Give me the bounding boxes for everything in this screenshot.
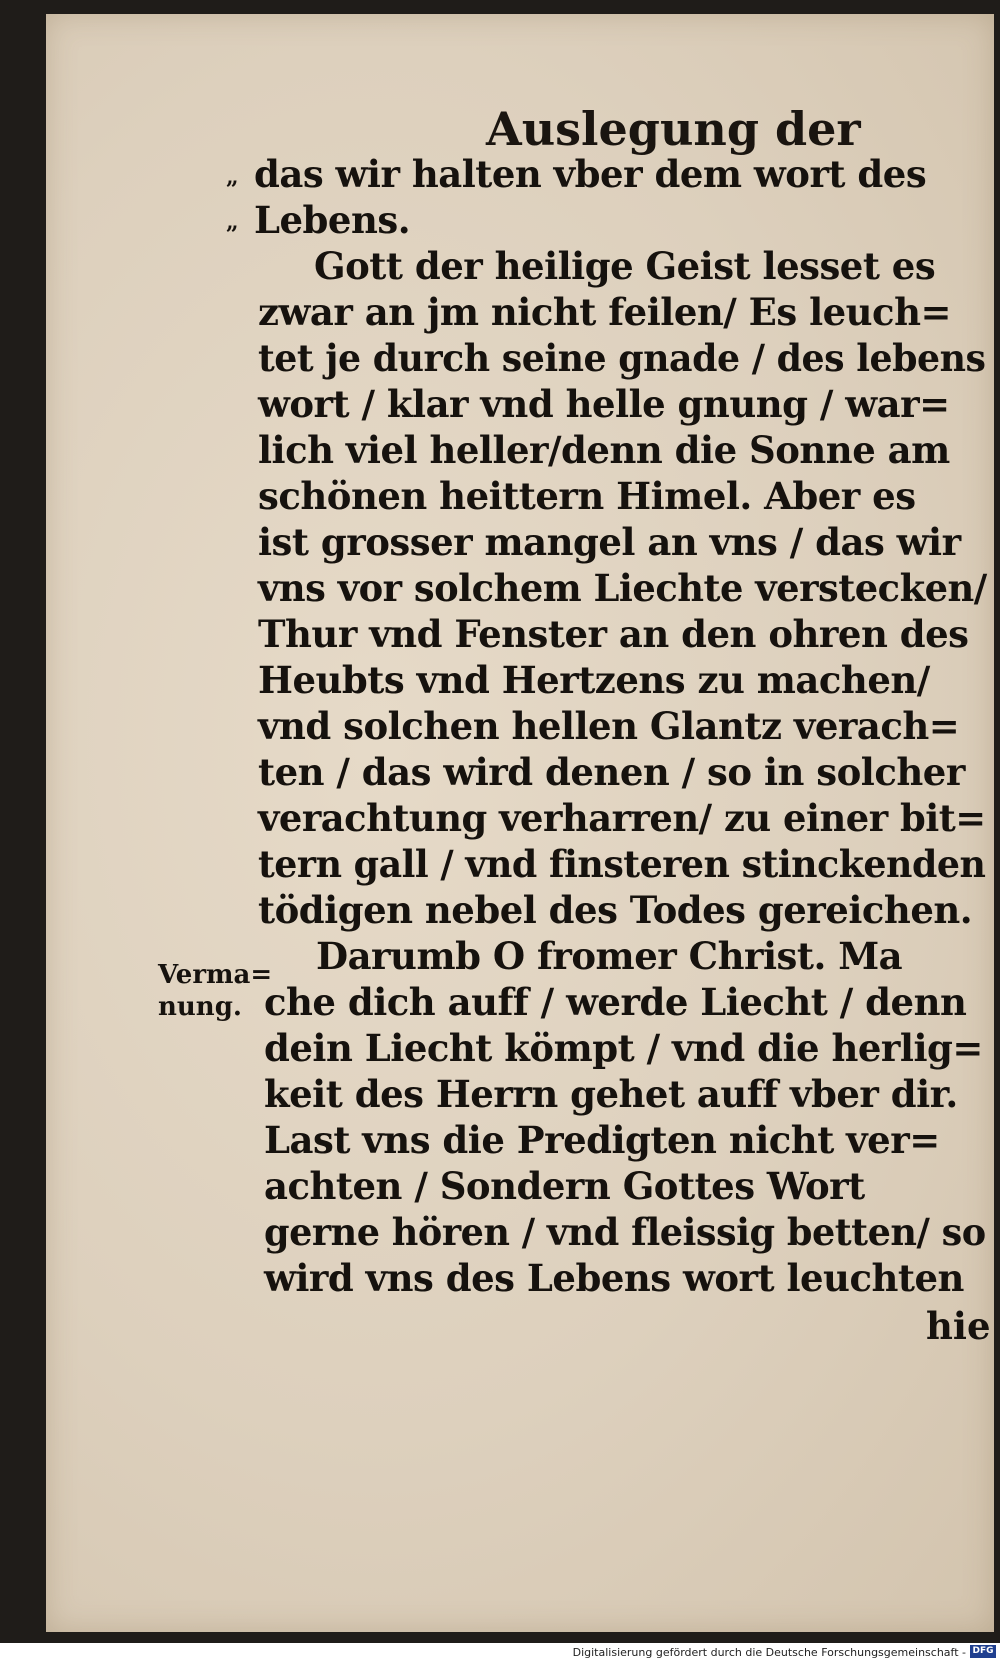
text-line: tet je durch seine gnade / des lebens [258,336,986,380]
text-line: Thur vnd Fenster an den ohren des [258,612,969,656]
book-page [46,14,994,1632]
text-line: Last vns die Predigten nicht ver= [264,1118,940,1162]
marginal-note-line: nung. [158,992,242,1022]
text-line: wort / klar vnd helle gnung / war= [258,382,950,426]
quote-mark: „ [226,164,239,190]
footer-credit: Digitalisierung gefördert durch die Deutsche Forschungsgemeinschaft - [572,1646,966,1659]
text-line: che dich auff / werde Liecht / denn [264,980,967,1024]
text-line: wird vns des Lebens wort leuchten [264,1256,964,1300]
text-line: lich viel heller/denn die Sonne am [258,428,950,472]
text-line: das wir halten vber dem wort des [254,152,927,196]
text-line: gerne hören / vnd fleissig betten/ so [264,1210,986,1254]
catchword: hie [926,1304,991,1348]
text-line: vnd solchen hellen Glantz verach= [258,704,960,748]
quote-mark: „ [226,209,239,235]
text-line: dein Liecht kömpt / vnd die herlig= [264,1026,983,1070]
text-line: Lebens. [254,198,411,242]
marginal-note-line: Verma= [158,960,273,990]
text-line: tern gall / vnd finsteren stinckenden [258,842,986,886]
text-line: keit des Herrn gehet auff vber dir. [264,1072,958,1116]
text-line: verachtung verharren/ zu einer bit= [258,796,986,840]
text-line: tödigen nebel des Todes gereichen. [258,888,973,932]
text-line: vns vor solchem Liechte verstecken/ [258,566,987,610]
text-line: ist grosser mangel an vns / das wir [258,520,961,564]
text-line: zwar an jm nicht feilen/ Es leuch= [258,290,951,334]
text-line: schönen heittern Himel. Aber es [258,474,916,518]
text-line: achten / Sondern Gottes Wort [264,1164,865,1208]
running-head: Auslegung der [486,102,861,156]
text-line: Gott der heilige Geist lesset es [314,244,936,288]
body-text [46,14,994,1632]
dfg-logo: DFG [970,1645,996,1658]
text-line: Darumb O fromer Christ. Ma [316,934,903,978]
text-line: Heubts vnd Hertzens zu machen/ [258,658,930,702]
text-line: ten / das wird denen / so in solcher [258,750,965,794]
